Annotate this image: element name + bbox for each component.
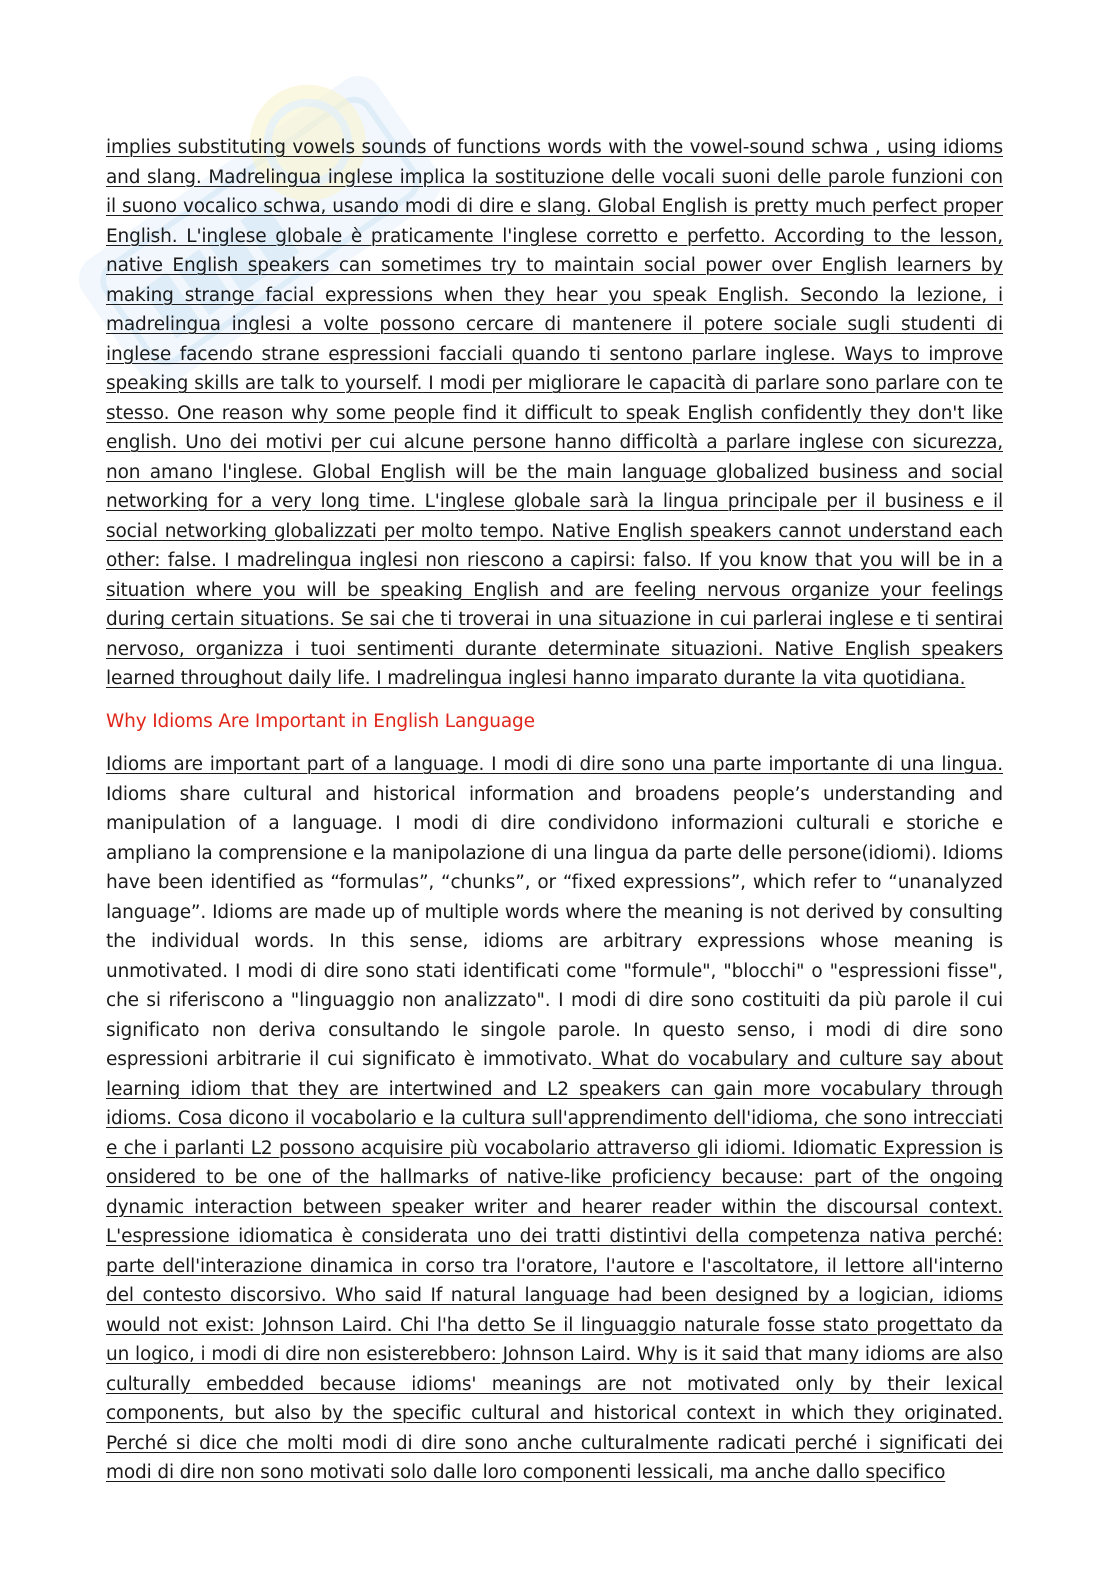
paragraph1-sentence: Se sai che ti troverai in una situazione in cui parlerai inglese e ti sentirai nervoso, organizza i tuoi sentimenti durante determinate situazioni.	[106, 609, 1003, 660]
paragraph1-sentence: Global English will be the main language globalized business and social networking for a very long time.	[106, 461, 1004, 512]
paragraph1-sentence: I modi per migliorare le capacità di parlare sono parlare con te stesso.	[106, 373, 1003, 424]
paragraph1-sentence: If you know that you will be in a situation where you will be speaking English and are feeling nervous organize your feelings during certain situations.	[106, 550, 1003, 630]
paragraph1-sentence: Ways to improve speaking skills are talk to yourself.	[106, 343, 1003, 394]
paragraph1-sentence: I madrelingua inglesi hanno imparato durante la vita quotidiana.	[370, 668, 966, 689]
paragraph1-sentence: Secondo la lezione, i madrelingua inglesi a volte possono cercare di mantenere il potere sociale sugli studenti di inglese facendo strane espressioni facciali quando ti sentono parlare inglese.	[106, 284, 1003, 365]
section-heading: Why Idioms Are Important in English Language	[106, 710, 535, 732]
paragraph-idioms	[106, 750, 1003, 1488]
document-body	[106, 133, 1003, 1488]
paragraph1-sentence: L'inglese globale è praticamente l'inglese corretto e perfetto.	[177, 225, 766, 247]
paragraph2-plain-text: Idioms share cultural and historical information and broadens people’s understanding and manipulation of a language. I modi di dire condividono informazioni culturali e storiche e ampliano la comprensione e la manipolazione di una lingua da parte delle persone(idiomi). Idioms have been identified as “formulas”, “chunks”, or “fixed expressions”, which refer to “unanalyzed language”. Idioms are made up of multiple words where the meaning is not derived by consulting the individual words. In this sense, idioms are arbitrary expressions whose meaning is unmotivated. I modi di dire sono stati identificati come "formule", "blocchi" o "espressioni fisse", che si riferiscono a "linguaggio non analizzato". I modi di dire sono costituiti da più parole il cui significato non deriva consultando le singole parole. In questo senso, i modi di dire sono espressioni arbitrarie il cui significato è immotivato.	[106, 783, 1003, 1070]
paragraph1-sentence: One reason why some people find it difficult to speak English confidently they don't like english.	[106, 402, 1003, 453]
paragraph1-sentence: L'inglese globale sarà la lingua principale per il business e il social networking globalizzati per molto tempo.	[106, 491, 1003, 542]
paragraph1-sentence: Native English speakers cannot understand each other: false.	[106, 520, 1003, 571]
paragraph2-underlined-text: What do vocabulary and culture say about learning idiom that they are intertwined and L2 speakers can gain more vocabulary through idioms. Cosa dicono il vocabolario e la cultura sull'apprendimento dell'idioma, che sono intrecciati e che i parlanti L2 possono acquisire più vocabolario attraverso gli idiomi. Idiomatic Expression is onsidered to be one of the hallmarks of native-like proficiency because: part of the ongoing dynamic interaction between speaker writer and hearer reader within the discoursal context. L'espressione idiomatica è considerata uno dei tratti distintivi della competenza nativa perché: parte dell'interazione dinamica in corso tra l'oratore, l'autore e l'ascoltatore, il lettore all'interno del contesto discorsivo. Who said If natural language had been designed by a logician, idioms would not exist: Johnson Laird. Chi l'ha detto Se il linguaggio naturale fosse stato progettato da un logico, i modi di dire non esisterebbero: Johnson Laird. Why is it said that many idioms are also culturally embedded because idioms' meanings are not motivated only by their lexical components, but also by the specific cultural and historical context in which they originated. Perché si dice che molti modi di dire sono anche culturalmente radicati perché i significati dei modi di dire non sono motivati solo dalle loro componenti lessicali, ma anche dallo specifico	[106, 1049, 1003, 1483]
paragraph1-sentence: Madrelingua inglese implica la sostituzione delle vocali suoni delle parole funzioni con il suono vocalico schwa, usando modi di dire e slang.	[106, 166, 1003, 217]
paragraph1-sentence: According to the lesson, native English speakers can sometimes try to maintain social power over English learners by making strange facial expressions when they hear you speak English.	[106, 225, 1003, 306]
paragraph-native-english	[106, 133, 1003, 694]
paragraph2-intro: Idioms are important part of a language. I modi di dire sono una parte importante di una lingua.	[106, 754, 1003, 775]
paragraph1-sentence: Uno dei motivi per cui alcune persone hanno difficoltà a parlare inglese con sicurezza, non amano l'inglese.	[106, 432, 1003, 483]
paragraph1-sentence: Global English is pretty much perfect proper English.	[106, 196, 1003, 247]
paragraph1-sentence: Native English speakers learned throughout daily life.	[106, 638, 1003, 689]
paragraph1-sentence: implies substituting vowels sounds of functions words with the vowel-sound schwa , using idioms and slang.	[106, 137, 1003, 188]
paragraph1-sentence: I madrelingua inglesi non riescono a capirsi: falso.	[216, 550, 692, 571]
